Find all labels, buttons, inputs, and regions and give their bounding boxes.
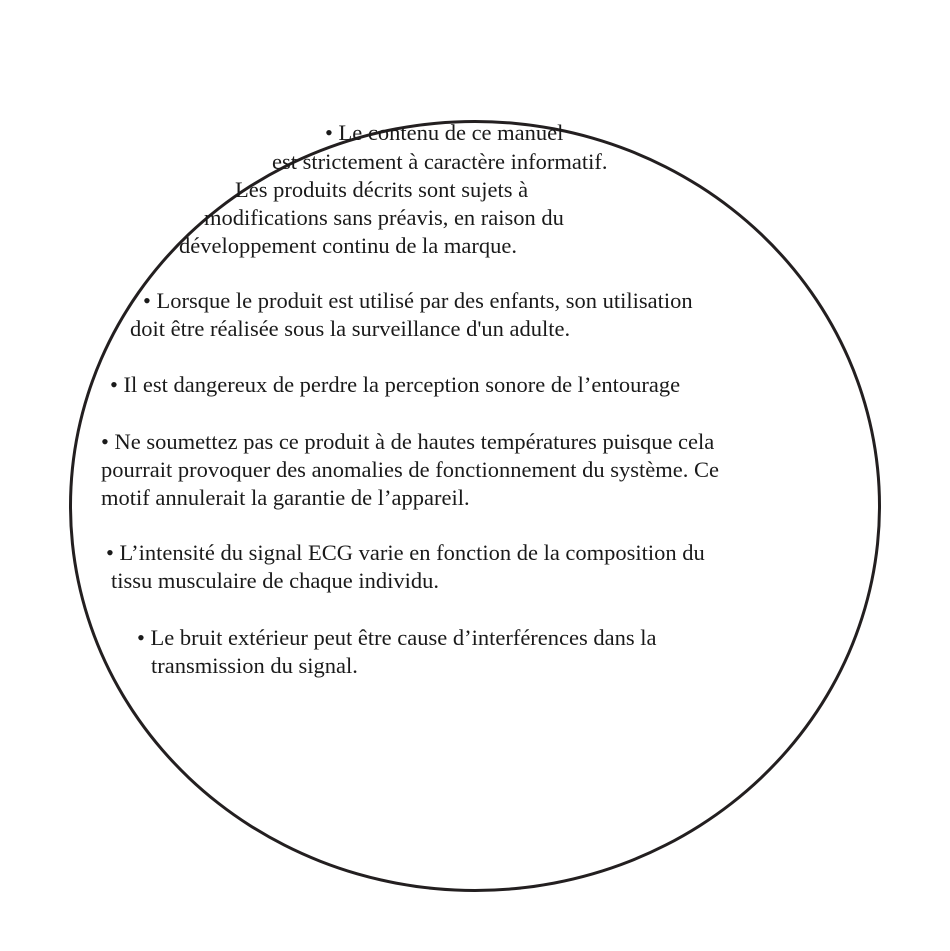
notice-line: tissu musculaire de chaque individu. — [111, 568, 440, 593]
notice-line: modifications sans préavis, en raison du — [204, 205, 564, 230]
notice-line: • Lorsque le produit est utilisé par des enfants, son utilisation — [143, 288, 693, 313]
notice-line: • Le contenu de ce manuel — [325, 120, 564, 145]
notice-line: transmission du signal. — [151, 653, 358, 678]
notice-line: • Ne soumettez pas ce produit à de hautes températures puisque cela — [101, 429, 715, 454]
notice-line: • Le bruit extérieur peut être cause d’interférences dans la — [137, 625, 657, 650]
notice-line: est strictement à caractère informatif. — [272, 149, 608, 174]
notice-line: • Il est dangereux de perdre la perception sonore de l’entourage — [110, 372, 681, 397]
notice-line: doit être réalisée sous la surveillance d'un adulte. — [130, 316, 571, 341]
notice-line: Les produits décrits sont sujets à — [235, 177, 529, 202]
notice-line: motif annulerait la garantie de l’appareil. — [101, 485, 470, 510]
notice-line: pourrait provoquer des anomalies de fonctionnement du système. Ce — [101, 457, 719, 482]
notice-line: développement continu de la marque. — [179, 233, 518, 258]
notice-line: • L’intensité du signal ECG varie en fonction de la composition du — [106, 540, 705, 565]
